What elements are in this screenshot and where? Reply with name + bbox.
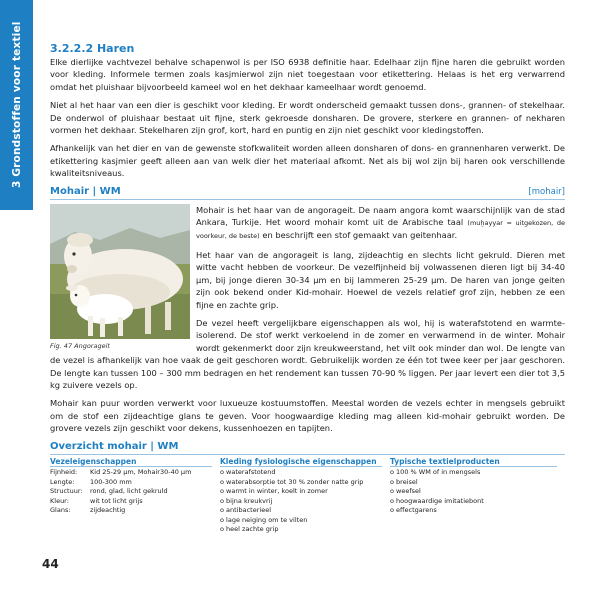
mohair-header xyxy=(50,186,565,200)
list-item: o waterabsorptie tot 30 % zonder natte grip xyxy=(220,478,390,488)
property-row xyxy=(50,497,220,507)
mohair-section xyxy=(50,204,565,435)
list-item: o breisel xyxy=(390,478,565,488)
list-item: o 100 % WM of in mengsels xyxy=(390,468,565,478)
mohair-paragraph-4: Mohair kan puur worden verwerkt voor luxueuze kostuumstoffen. Meestal worden de vezels echter in mengsels gebruikt om de stof een zijdeachtige glans te geven. Voor hoogwaardige kleding mag alleen kid-mohair gebruikt worden. De grovere vezels zijn geschikt voor dekens, kussenhoezen en tapijten. xyxy=(50,398,565,434)
list-item: o effectgarens xyxy=(390,506,565,516)
mohair-title: Mohair | WM xyxy=(50,185,121,197)
property-value: 100-300 mm xyxy=(90,477,132,486)
mohair-tag: [mohair] xyxy=(528,186,565,197)
overview-table xyxy=(50,457,565,535)
page-number: 44 xyxy=(42,557,59,571)
property-row xyxy=(50,478,220,488)
list-item: o warmt in winter, koelt in zomer xyxy=(220,487,390,497)
list-item: o heel zachte grip xyxy=(220,525,390,535)
mohair-p1-text: Mohair is het haar van de angorageit. De naam angora komt waarschijnlijk van de stad Ankara, Turkije. Het woord mohair komt uit de Arabische taal xyxy=(196,204,565,228)
list-item: o waterafstotend xyxy=(220,468,390,478)
chapter-label: 3 Grondstoffen voor textiel xyxy=(11,21,23,189)
physiological-heading: Kleding fysiologische eigenschappen xyxy=(220,457,382,468)
list-item: o weefsel xyxy=(390,487,565,497)
angora-goat-photo xyxy=(50,204,190,349)
paragraph-2: Niet al het haar van een dier is geschikt voor kleding. Er wordt onderscheid gemaakt tussen dons-, grannen- of stekelhaar. De onderwol of pluishaar bestaat uit fijne, sterk gekroesde donsharen. De grovere, sterkere en grannen- of nekharen vormen het dekhaar. Stekelharen zijn grof, kort, hard en puntig en zijn niet geschikt voor kledingstoffen. xyxy=(50,100,565,136)
property-key: Glans: xyxy=(50,506,71,515)
paragraph-1: Elke dierlijke vachtvezel behalve schapenwol is per ISO 6938 definitie haar. Edelhaar zijn fijne haren die gebruikt worden voor kleding. Informele termen zoals kasjmierwol zijn niet toegestaan voor etikettering. Helaas is het erg verwarrend omdat het pluishaar bijvoorbeeld kameel wol en het dekhaar kameelhaar wordt genoemd. xyxy=(50,57,565,92)
property-key: Fijnheid: xyxy=(50,468,78,477)
page-content xyxy=(50,42,565,535)
property-row xyxy=(50,487,220,497)
property-key: Kleur: xyxy=(50,496,69,505)
physiological-properties xyxy=(220,457,390,535)
mohair-p1-end: en beschrijft een stof gemaakt van geitenhaar. xyxy=(259,230,458,241)
property-key: Structuur: xyxy=(50,487,83,496)
property-value: zijdeachtig xyxy=(90,506,126,515)
mohair-paragraph-3: De vezel heeft vergelijkbare eigenschappen als wol, hij is waterafstotend en warmte-isolerend. De stof werkt verkoelend in de zomer en verwarmend in de winter. Mohair wordt gekenmerkt door zijn kreukweerstand, het vilt ook minder dan wol. De lengte van de vezel is afhankelijk van hoe vaak de geit geschoren wordt. Gebruikelijk worden ze één tot twee keer per jaar geschoren. De lengte kan tussen 100 – 300 mm bedragen en het rendement kan tussen 70-90 % liggen. Per jaar levert een dier tot 3,5 kg zuivere vezels op. xyxy=(50,317,565,390)
mohair-paragraph-2: Het haar van de angorageit is lang, zijdeachtig en slechts licht gekruld. Dieren met witte vacht hebben de voorkeur. De vezelfijnheid bij volwassenen dieren ligt bij 34-40 µm, bij jonge dieren 30-34 µm en bij lammeren 25-29 µm. De haren van jonge geiten zijn ook bekend onder Kid-mohair. Hoewel de vezels relatief grof zijn, hebben ze een fijne en zachte grip. xyxy=(196,249,565,310)
fiber-properties xyxy=(50,457,220,535)
list-item: o hoogwaardige imitatiebont xyxy=(390,497,565,507)
chapter-sidebar xyxy=(0,0,33,210)
property-row xyxy=(50,506,220,516)
list-item: o lage neiging om te vilten xyxy=(220,516,390,526)
typical-products-heading: Typische textielproducten xyxy=(390,457,557,468)
overview-title: Overzicht mohair | WM xyxy=(50,441,565,455)
property-key: Lengte: xyxy=(50,477,75,486)
goat-illustration xyxy=(50,204,190,339)
list-item: o bijna kreukvrij xyxy=(220,497,390,507)
property-row xyxy=(50,468,220,478)
property-value: Kid 25-29 µm, Mohair30-40 µm xyxy=(90,468,192,477)
fiber-properties-heading: Vezeleigenschappen xyxy=(50,457,212,468)
photo-caption: Fig. 47 Angorageit xyxy=(50,341,110,350)
typical-products xyxy=(390,457,565,535)
section-heading: 3.2.2.2 Haren xyxy=(50,42,135,55)
paragraph-3: Afhankelijk van het dier en van de gewenste stofkwaliteit worden alleen donsharen of dons- en grannenharen verwerkt. De etikettering kasjmier geeft alleen aan van welk dier het materiaal afkomt. Net als bij wol zijn bij haren ook verschillende kwaliteitsniveaus. xyxy=(50,143,565,179)
property-value: rond, glad, licht gekruld xyxy=(90,487,168,496)
mohair-etymology: (muḫayyar = uitgekozen, de voorkeur, de beste) xyxy=(196,219,565,241)
list-item: o antibacterieel xyxy=(220,506,390,516)
property-value: wit tot licht grijs xyxy=(90,496,143,505)
